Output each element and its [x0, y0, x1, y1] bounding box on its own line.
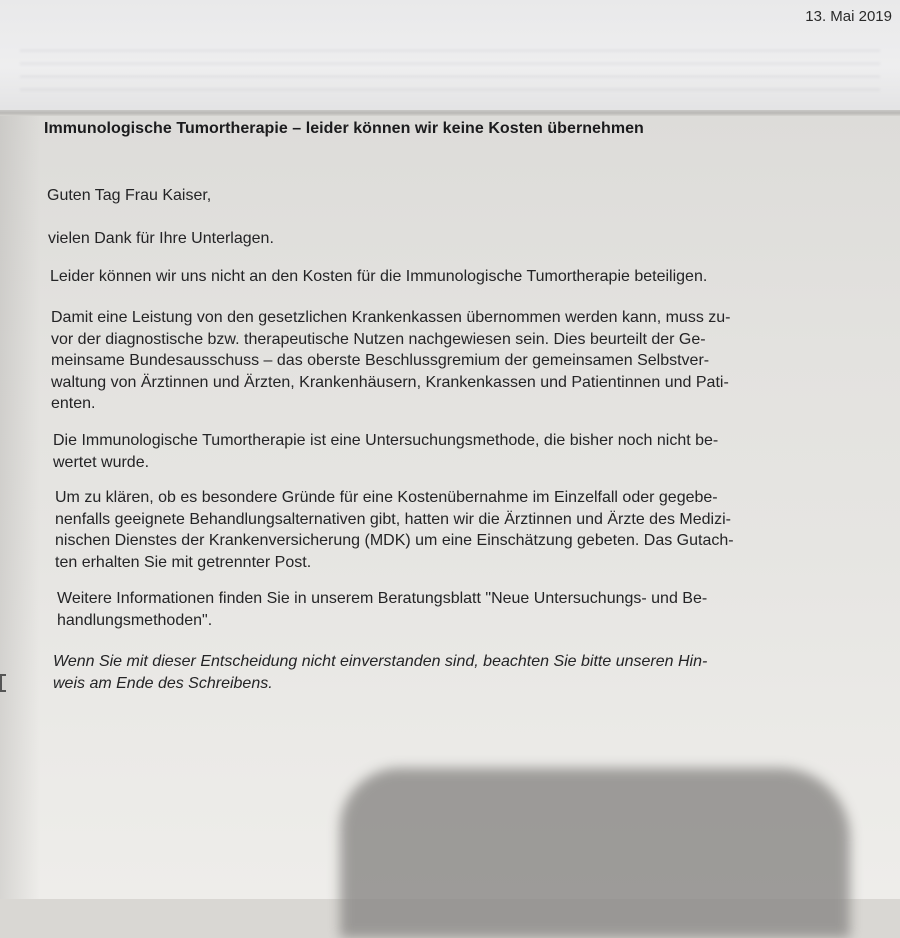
paragraph-objection [53, 651, 707, 694]
page-shadow [0, 116, 40, 899]
paragraph-line: wertet wurde. [53, 453, 150, 471]
paragraph-line: nischen Dienstes der Krankenversicherung (MDK) um eine Einschätzung gebeten. Das Gutach- [55, 532, 734, 549]
thanks-line: vielen Dank für Ihre Unterlagen. [48, 230, 274, 247]
paragraph-line: weis am Ende des Schreibens. [53, 674, 273, 692]
paragraph-info [57, 588, 707, 631]
paragraph-benefit [51, 307, 731, 415]
paragraph-line: Um zu klären, ob es besondere Gründe für eine Kostenübernahme im Einzelfall oder gegebe- [55, 489, 718, 506]
paragraph-line: Wenn Sie mit dieser Entscheidung nicht einverstanden sind, beachten Sie bitte unseren Hin- [53, 653, 708, 670]
greeting: Guten Tag Frau Kaiser, [47, 187, 212, 204]
decline-line: Leider können wir uns nicht an den Kosten für die Immunologische Tumortherapie beteiligen. [50, 268, 708, 285]
paragraph-line: handlungsmethoden". [57, 611, 213, 629]
letter-date: 13. Mai 2019 [805, 8, 892, 25]
paragraph-line: meinsame Bundesausschuss – das oberste Beschlussgremium der gemeinsamen Selbstver- [51, 352, 710, 369]
paragraph-method [53, 430, 718, 473]
paragraph-line: nenfalls geeignete Behandlungsalternativen gibt, hatten wir die Ärztinnen und Ärzte des Medizi- [55, 510, 731, 528]
paragraph-line: Weitere Informationen finden Sie in unserem Beratungsblatt "Neue Untersuchungs- und Be- [57, 590, 708, 607]
paragraph-mdk [55, 487, 734, 573]
paragraph-line: Damit eine Leistung von den gesetzlichen Krankenkassen übernommen werden kann, muss zu- [51, 309, 731, 326]
bleed-through-text [20, 40, 880, 100]
thumb-shadow [340, 768, 850, 938]
edge-mark [0, 674, 6, 692]
paragraph-line: ten erhalten Sie mit getrennter Post. [55, 553, 312, 571]
folded-letter-top [0, 0, 900, 112]
paragraph-line: vor der diagnostische bzw. therapeutische Nutzen nachgewiesen sein. Dies beurteilt der Ge- [51, 330, 706, 348]
letter-subject: Immunologische Tumortherapie – leider können wir keine Kosten übernehmen [44, 120, 644, 137]
paragraph-line: Die Immunologische Tumortherapie ist eine Untersuchungsmethode, die bisher noch nicht be- [53, 432, 719, 449]
paragraph-line: enten. [51, 395, 96, 412]
paragraph-line: waltung von Ärztinnen und Ärzten, Krankenhäusern, Krankenkassen und Patientinnen und Pati- [51, 373, 729, 391]
